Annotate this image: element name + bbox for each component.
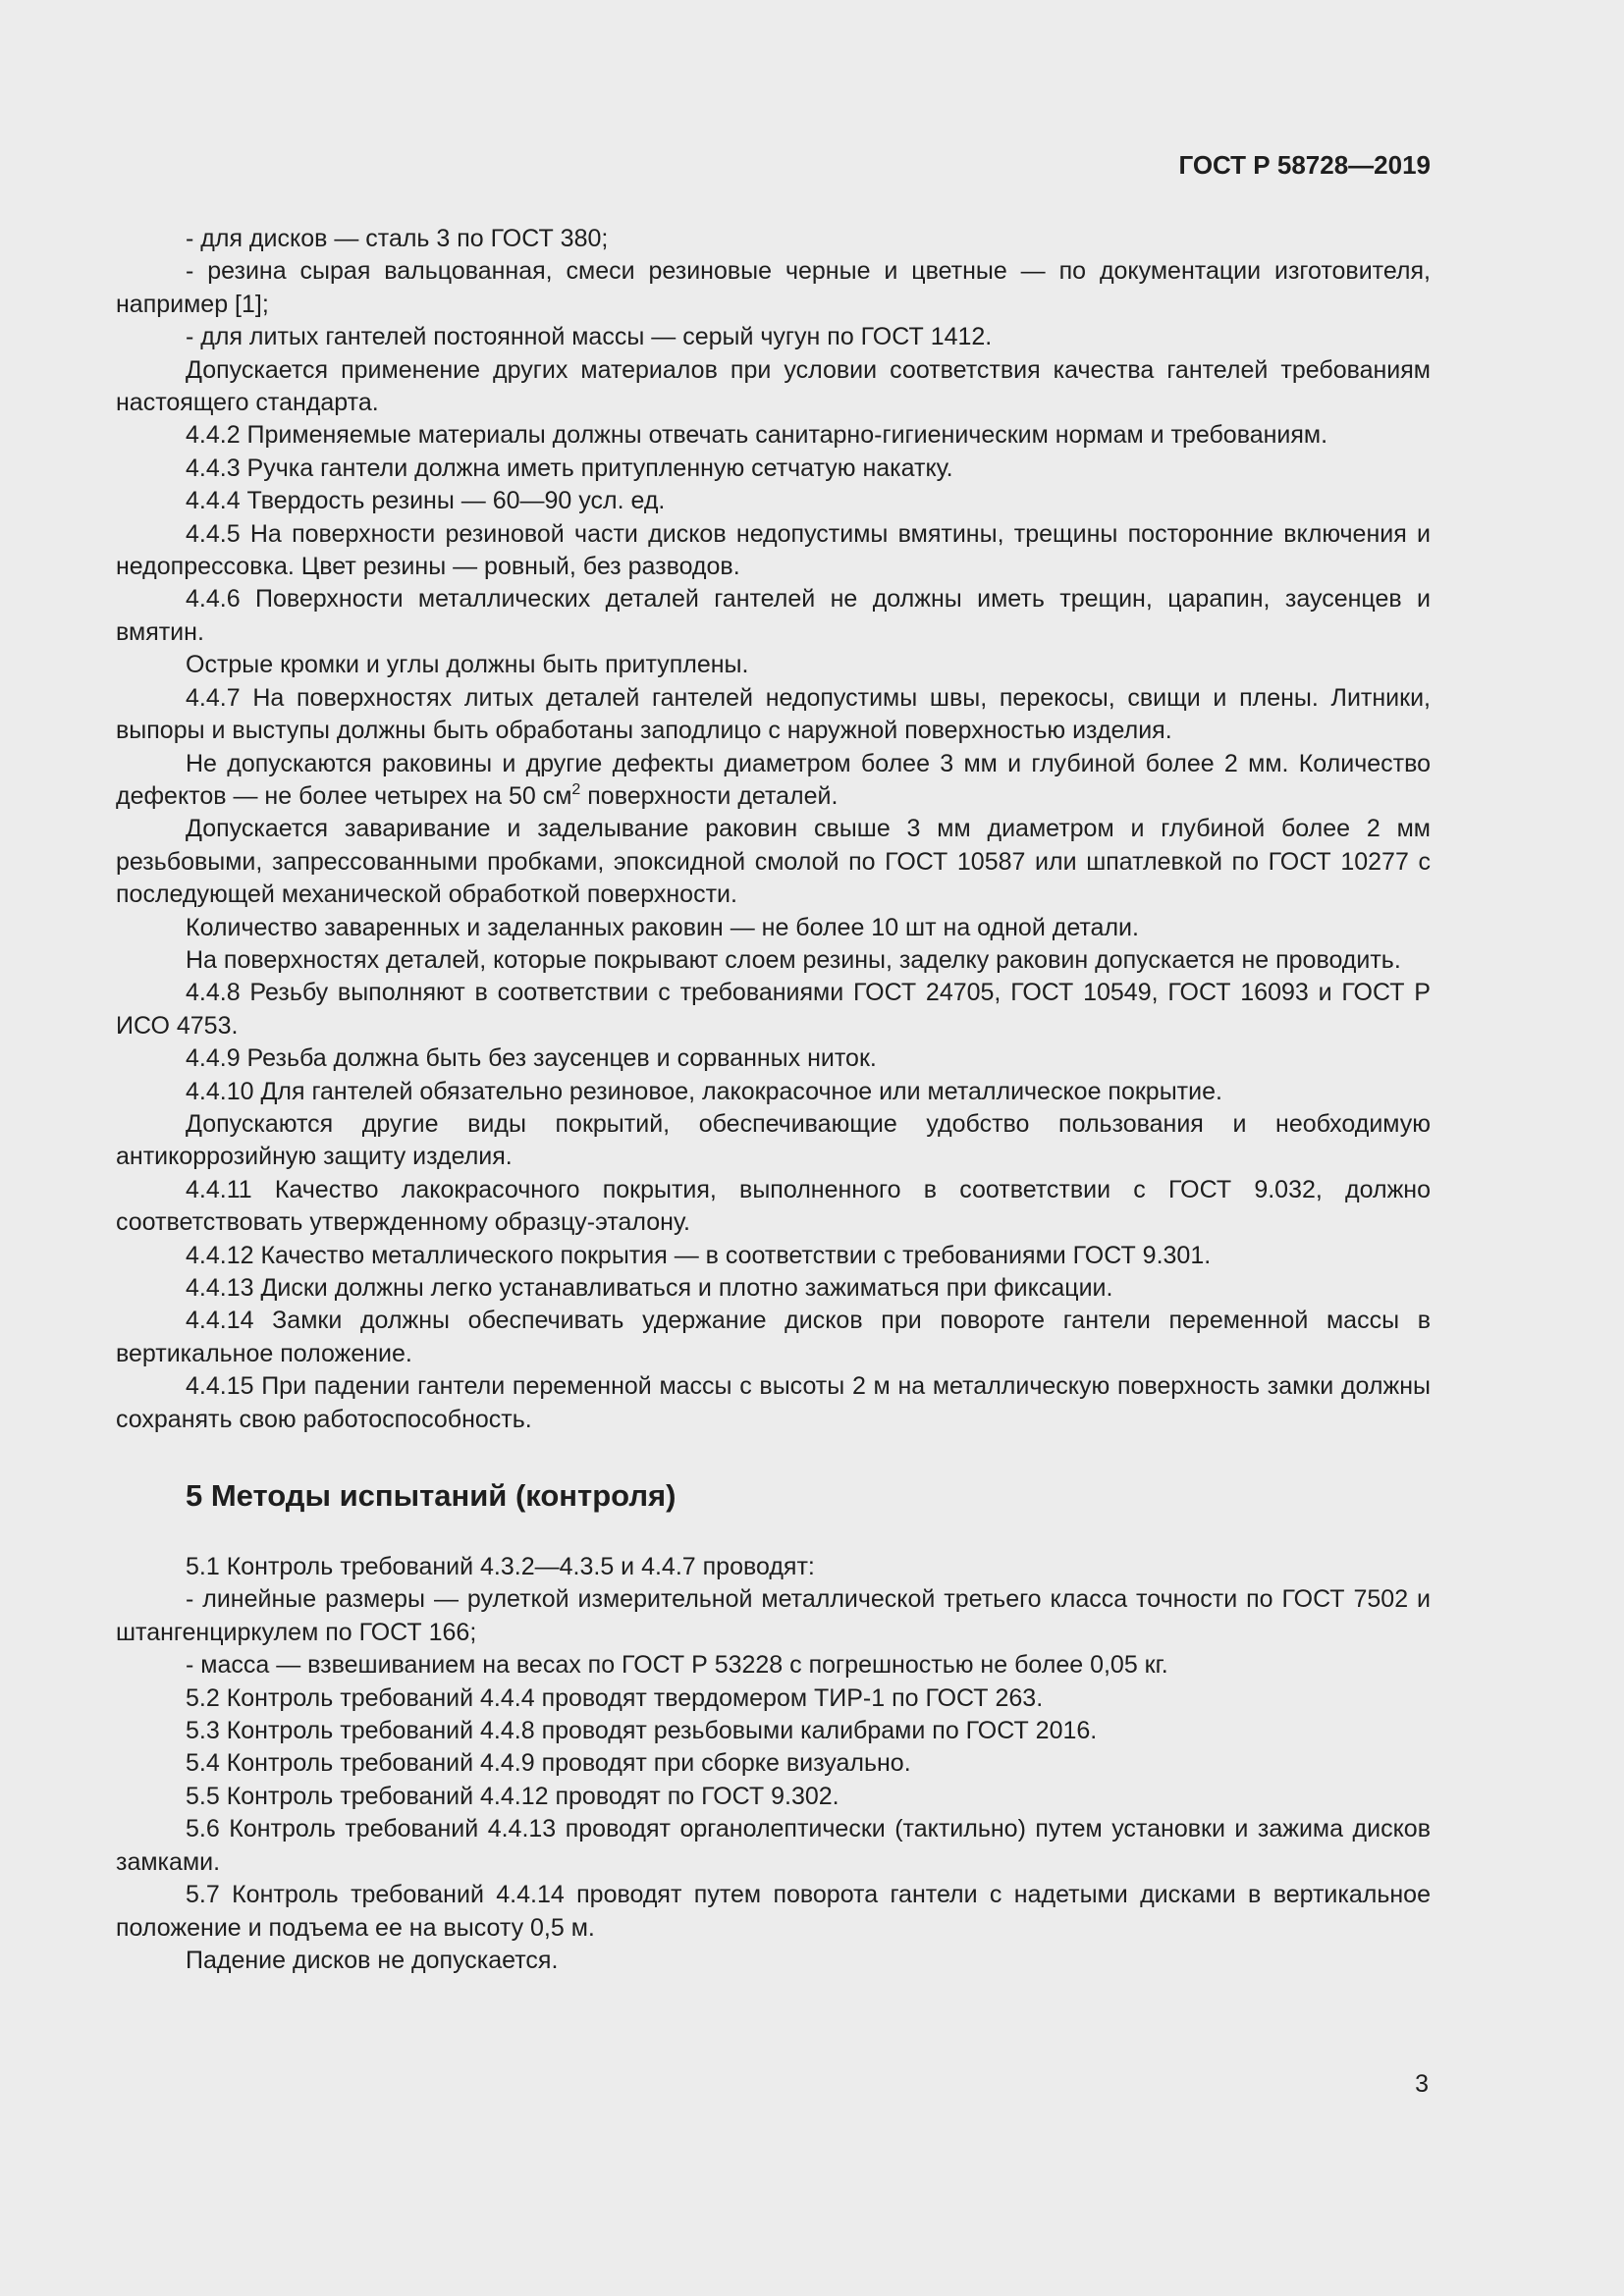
paragraph: 4.4.6 Поверхности металлических деталей гантелей не должны иметь трещин, царапин, заусенцев и вмятин. — [116, 585, 1431, 646]
paragraph: - для дисков — сталь 3 по ГОСТ 380; — [186, 225, 609, 252]
paragraph: Допускается применение других материалов при условии соответствия качества гантелей требованиям настоящего стандарта. — [116, 355, 1431, 417]
paragraph: 4.4.3 Ручка гантели должна иметь притупленную сетчатую накатку. — [186, 454, 953, 482]
paragraph: 4.4.8 Резьбу выполняют в соответствии с требованиями ГОСТ 24705, ГОСТ 10549, ГОСТ 16093 и ГОСТ Р ИСО 4753. — [116, 979, 1431, 1040]
superscript: 2 — [571, 780, 581, 798]
paragraph: 4.4.7 На поверхностях литых деталей гантелей недопустимы швы, перекосы, свищи и плены. Литники, выпоры и выступы должны быть обработаны заподлицо с наружной поверхностью изделия. — [116, 683, 1431, 745]
paragraph: 4.4.11 Качество лакокрасочного покрытия, выполненного в соответствии с ГОСТ 9.032, должно соответствовать утвержденному образцу-эталону. — [116, 1175, 1431, 1237]
paragraph-defects — [116, 748, 1431, 814]
paragraph: Допускаются другие виды покрытий, обеспечивающие удобство пользования и необходимую антикоррозийную защиту изделия. — [116, 1109, 1431, 1171]
section-title: 5 Методы испытаний (контроля) — [186, 1478, 677, 1514]
paragraph: 4.4.5 На поверхности резиновой части дисков недопустимы вмятины, трещины посторонние включения и недопрессовка. Цвет резины — ровный, без разводов. — [116, 519, 1431, 581]
paragraph: - для литых гантелей постоянной массы — серый чугун по ГОСТ 1412. — [186, 323, 993, 351]
paragraph: - резина сырая вальцованная, смеси резиновые черные и цветные — по документации изготовителя, например [1]; — [116, 257, 1431, 318]
paragraph: 4.4.12 Качество металлического покрытия — в соответствии с требованиями ГОСТ 9.301. — [186, 1241, 1212, 1269]
paragraph: - линейные размеры — рулеткой измерительной металлической третьего класса точности по ГОСТ 7502 и штангенциркулем по ГОСТ 166; — [116, 1585, 1431, 1646]
paragraph: 5.2 Контроль требований 4.4.4 проводят твердомером ТИР-1 по ГОСТ 263. — [186, 1683, 1044, 1712]
paragraph: 4.4.10 Для гантелей обязательно резиновое, лакокрасочное или металлическое покрытие. — [186, 1077, 1222, 1105]
paragraph: 4.4.4 Твердость резины — 60—90 усл. ед. — [186, 487, 666, 515]
paragraph: 5.7 Контроль требований 4.4.14 проводят путем поворота гантели с надетыми дисками в вертикальное положение и подъема ее на высоту 0,5 м. — [116, 1881, 1431, 1942]
paragraph: 4.4.2 Применяемые материалы должны отвечать санитарно-гигиеническим нормам и требованиям. — [186, 421, 1328, 450]
paragraph: 5.4 Контроль требований 4.4.9 проводят при сборке визуально. — [186, 1749, 911, 1778]
document-code: ГОСТ Р 58728—2019 — [1178, 150, 1431, 180]
page-content — [116, 223, 1431, 1977]
paragraph: 5.1 Контроль требований 4.3.2—4.3.5 и 4.4.7 проводят: — [186, 1553, 815, 1581]
paragraph: На поверхностях деталей, которые покрывают слоем резины, заделку раковин допускается не проводить. — [186, 945, 1401, 974]
defects-text: Не допускаются раковины и другие дефекты диаметром более 3 мм и глубиной более 2 мм. Количество дефектов — не более четырех на 50 см — [116, 749, 1431, 810]
paragraph: 4.4.14 Замки должны обеспечивать удержание дисков при повороте гантели переменной массы в вертикальное положение. — [116, 1307, 1431, 1367]
paragraph: 4.4.15 При падении гантели переменной массы с высоты 2 м на металлическую поверхность замки должны сохранять свою работоспособность. — [116, 1372, 1431, 1433]
paragraph: - масса — взвешиванием на весах по ГОСТ Р 53228 с погрешностью не более 0,05 кг. — [186, 1651, 1168, 1680]
paragraph: 4.4.9 Резьба должна быть без заусенцев и сорванных ниток. — [186, 1044, 877, 1073]
paragraph: Количество заваренных и заделанных раковин — не более 10 шт на одной детали. — [186, 913, 1139, 941]
paragraph: 5.5 Контроль требований 4.4.12 проводят по ГОСТ 9.302. — [186, 1782, 839, 1810]
paragraph: Падение дисков не допускается. — [186, 1946, 559, 1974]
paragraph: 5.3 Контроль требований 4.4.8 проводят резьбовыми калибрами по ГОСТ 2016. — [186, 1717, 1098, 1745]
page-number: 3 — [1415, 2070, 1429, 2098]
paragraph: 5.6 Контроль требований 4.4.13 проводят органолептически (тактильно) путем установки и зажима дисков замками. — [116, 1815, 1431, 1876]
paragraph: Допускается заваривание и заделывание раковин свыше 3 мм диаметром и глубиной более 2 мм резьбовыми, запрессованными пробками, эпоксидной смолой по ГОСТ 10587 или шпатлевкой по ГОСТ 10277 с последующей механической обработкой поверхности. — [116, 815, 1431, 909]
defects-text-end: поверхности деталей. — [580, 781, 839, 810]
paragraph: 4.4.13 Диски должны легко устанавливаться и плотно зажиматься при фиксации. — [186, 1274, 1113, 1302]
paragraph: Острые кромки и углы должны быть притуплены. — [186, 651, 749, 679]
